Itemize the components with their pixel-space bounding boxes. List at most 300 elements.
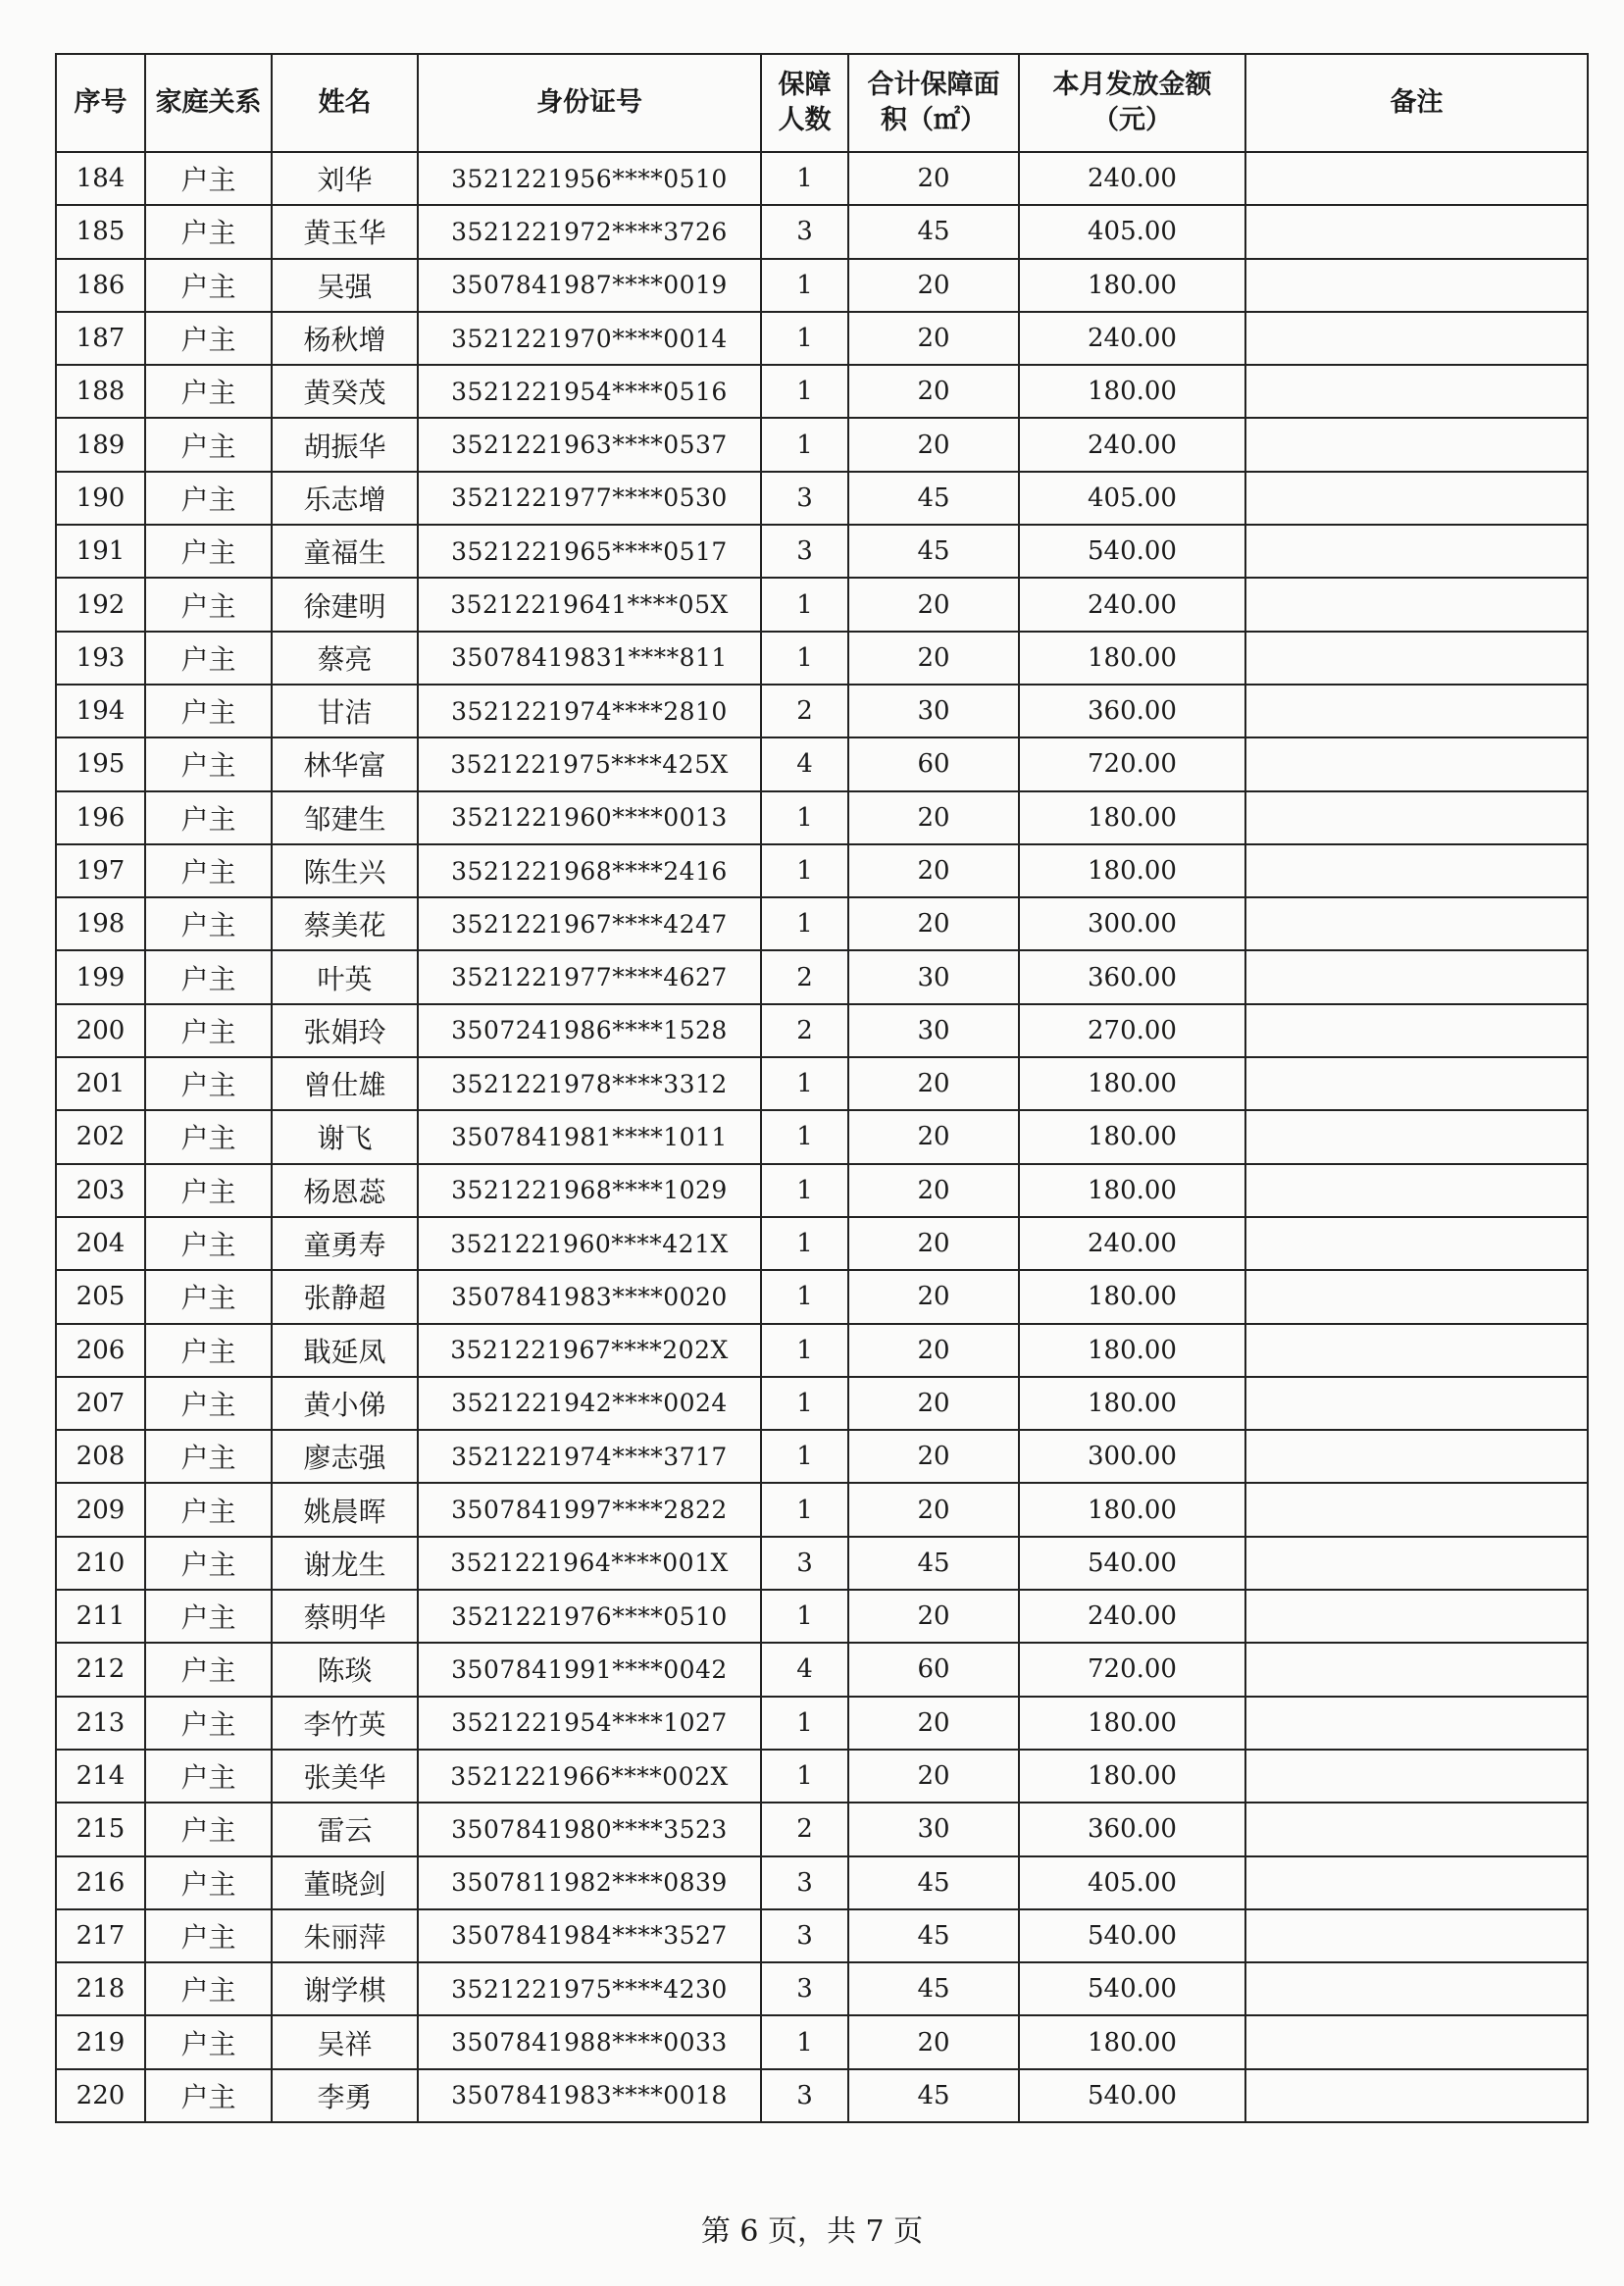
cell-name: 蔡明华 (272, 1590, 418, 1643)
cell-monthly-amount: 240.00 (1019, 1590, 1245, 1643)
cell-serial: 203 (56, 1164, 145, 1217)
cell-name: 杨秋增 (272, 312, 418, 365)
cell-relation: 户主 (145, 1270, 272, 1323)
cell-monthly-amount: 405.00 (1019, 472, 1245, 525)
cell-remarks (1245, 1110, 1588, 1163)
cell-id-number: 35078419831****811 (418, 632, 761, 685)
table-row (56, 844, 1588, 897)
cell-serial: 216 (56, 1856, 145, 1909)
header-serial: 序号 (56, 54, 145, 152)
cell-total-area: 20 (848, 2015, 1019, 2068)
cell-id-number: 3521221942****0024 (418, 1377, 761, 1430)
cell-serial: 208 (56, 1430, 145, 1483)
cell-serial: 188 (56, 365, 145, 418)
cell-serial: 220 (56, 2069, 145, 2122)
cell-monthly-amount: 180.00 (1019, 1697, 1245, 1750)
cell-id-number: 3521221954****0516 (418, 365, 761, 418)
cell-relation: 户主 (145, 897, 272, 950)
cell-monthly-amount: 180.00 (1019, 365, 1245, 418)
cell-monthly-amount: 180.00 (1019, 1057, 1245, 1110)
cell-people-count: 1 (761, 1697, 848, 1750)
cell-id-number: 3521221976****0510 (418, 1590, 761, 1643)
cell-serial: 215 (56, 1803, 145, 1855)
cell-id-number: 3521221966****002X (418, 1750, 761, 1803)
cell-total-area: 20 (848, 1324, 1019, 1377)
cell-total-area: 20 (848, 632, 1019, 685)
cell-name: 胡振华 (272, 418, 418, 471)
cell-monthly-amount: 180.00 (1019, 1483, 1245, 1536)
cell-serial: 204 (56, 1217, 145, 1270)
cell-people-count: 1 (761, 1430, 848, 1483)
cell-serial: 207 (56, 1377, 145, 1430)
cell-remarks (1245, 365, 1588, 418)
cell-remarks (1245, 205, 1588, 258)
cell-remarks (1245, 1164, 1588, 1217)
cell-relation: 户主 (145, 950, 272, 1003)
cell-serial: 187 (56, 312, 145, 365)
cell-name: 邹建生 (272, 791, 418, 844)
cell-name: 黄玉华 (272, 205, 418, 258)
cell-name: 廖志强 (272, 1430, 418, 1483)
cell-id-number: 3507841984****3527 (418, 1909, 761, 1962)
cell-serial: 201 (56, 1057, 145, 1110)
cell-serial: 197 (56, 844, 145, 897)
cell-total-area: 20 (848, 1377, 1019, 1430)
table-row (56, 1962, 1588, 2015)
cell-total-area: 20 (848, 1590, 1019, 1643)
table-row (56, 1270, 1588, 1323)
cell-monthly-amount: 300.00 (1019, 1430, 1245, 1483)
cell-total-area: 20 (848, 1270, 1019, 1323)
table-body (56, 152, 1588, 2122)
cell-remarks (1245, 1324, 1588, 1377)
cell-name: 童福生 (272, 525, 418, 578)
cell-total-area: 30 (848, 685, 1019, 737)
cell-remarks (1245, 1537, 1588, 1590)
cell-monthly-amount: 405.00 (1019, 205, 1245, 258)
cell-monthly-amount: 300.00 (1019, 897, 1245, 950)
cell-name: 童勇寿 (272, 1217, 418, 1270)
cell-name: 李勇 (272, 2069, 418, 2122)
cell-people-count: 1 (761, 259, 848, 312)
cell-total-area: 20 (848, 1430, 1019, 1483)
cell-name: 杨恩蕊 (272, 1164, 418, 1217)
cell-remarks (1245, 1217, 1588, 1270)
cell-total-area: 20 (848, 791, 1019, 844)
cell-remarks (1245, 525, 1588, 578)
cell-name: 雷云 (272, 1803, 418, 1855)
table-row (56, 312, 1588, 365)
cell-name: 林华富 (272, 737, 418, 790)
cell-id-number: 3521221954****1027 (418, 1697, 761, 1750)
cell-total-area: 20 (848, 578, 1019, 631)
cell-id-number: 3521221975****4230 (418, 1962, 761, 2015)
cell-total-area: 45 (848, 472, 1019, 525)
table-row (56, 152, 1588, 205)
cell-people-count: 2 (761, 1803, 848, 1855)
cell-people-count: 1 (761, 1270, 848, 1323)
cell-people-count: 1 (761, 1164, 848, 1217)
cell-monthly-amount: 180.00 (1019, 1324, 1245, 1377)
cell-remarks (1245, 1750, 1588, 1803)
cell-monthly-amount: 270.00 (1019, 1004, 1245, 1057)
cell-relation: 户主 (145, 205, 272, 258)
cell-relation: 户主 (145, 472, 272, 525)
cell-id-number: 3521221967****202X (418, 1324, 761, 1377)
cell-monthly-amount: 360.00 (1019, 950, 1245, 1003)
table-row (56, 1643, 1588, 1696)
table-row (56, 1803, 1588, 1855)
cell-serial: 202 (56, 1110, 145, 1163)
cell-name: 叶英 (272, 950, 418, 1003)
cell-monthly-amount: 180.00 (1019, 2015, 1245, 2068)
cell-people-count: 3 (761, 1962, 848, 2015)
cell-serial: 191 (56, 525, 145, 578)
cell-monthly-amount: 240.00 (1019, 1217, 1245, 1270)
cell-people-count: 1 (761, 578, 848, 631)
cell-relation: 户主 (145, 1483, 272, 1536)
cell-total-area: 30 (848, 1004, 1019, 1057)
cell-monthly-amount: 240.00 (1019, 418, 1245, 471)
cell-relation: 户主 (145, 1962, 272, 2015)
cell-relation: 户主 (145, 259, 272, 312)
cell-total-area: 30 (848, 950, 1019, 1003)
cell-people-count: 3 (761, 2069, 848, 2122)
table-row (56, 2069, 1588, 2122)
cell-name: 张娟玲 (272, 1004, 418, 1057)
cell-serial: 212 (56, 1643, 145, 1696)
cell-relation: 户主 (145, 1856, 272, 1909)
header-name: 姓名 (272, 54, 418, 152)
cell-relation: 户主 (145, 632, 272, 685)
cell-relation: 户主 (145, 1110, 272, 1163)
cell-id-number: 3521221978****3312 (418, 1057, 761, 1110)
cell-name: 刘华 (272, 152, 418, 205)
cell-remarks (1245, 1643, 1588, 1696)
header-monthly-amount: 本月发放金额（元） (1019, 54, 1245, 152)
table-row (56, 685, 1588, 737)
cell-monthly-amount: 540.00 (1019, 1962, 1245, 2015)
table-row (56, 1483, 1588, 1536)
table-row (56, 950, 1588, 1003)
cell-people-count: 1 (761, 1590, 848, 1643)
cell-people-count: 1 (761, 365, 848, 418)
cell-total-area: 20 (848, 259, 1019, 312)
cell-id-number: 3521221963****0537 (418, 418, 761, 471)
cell-monthly-amount: 240.00 (1019, 152, 1245, 205)
cell-name: 吴强 (272, 259, 418, 312)
cell-relation: 户主 (145, 365, 272, 418)
cell-id-number: 3507841981****1011 (418, 1110, 761, 1163)
cell-name: 甘洁 (272, 685, 418, 737)
table-row (56, 1590, 1588, 1643)
header-id-number: 身份证号 (418, 54, 761, 152)
cell-monthly-amount: 180.00 (1019, 1110, 1245, 1163)
cell-total-area: 20 (848, 897, 1019, 950)
cell-name: 徐建明 (272, 578, 418, 631)
table-row (56, 1057, 1588, 1110)
cell-people-count: 1 (761, 897, 848, 950)
cell-id-number: 3521221970****0014 (418, 312, 761, 365)
cell-remarks (1245, 2015, 1588, 2068)
cell-id-number: 3507841991****0042 (418, 1643, 761, 1696)
cell-id-number: 3521221965****0517 (418, 525, 761, 578)
cell-id-number: 3521221977****0530 (418, 472, 761, 525)
table-row (56, 472, 1588, 525)
cell-relation: 户主 (145, 1643, 272, 1696)
cell-relation: 户主 (145, 1057, 272, 1110)
cell-serial: 190 (56, 472, 145, 525)
cell-name: 董晓剑 (272, 1856, 418, 1909)
subsidy-table (55, 53, 1589, 2123)
cell-people-count: 1 (761, 152, 848, 205)
cell-total-area: 60 (848, 737, 1019, 790)
cell-monthly-amount: 360.00 (1019, 685, 1245, 737)
cell-relation: 户主 (145, 578, 272, 631)
cell-relation: 户主 (145, 1377, 272, 1430)
cell-monthly-amount: 240.00 (1019, 312, 1245, 365)
cell-serial: 211 (56, 1590, 145, 1643)
cell-monthly-amount: 540.00 (1019, 2069, 1245, 2122)
cell-remarks (1245, 1377, 1588, 1430)
cell-people-count: 1 (761, 1324, 848, 1377)
cell-people-count: 1 (761, 2015, 848, 2068)
cell-relation: 户主 (145, 1803, 272, 1855)
cell-monthly-amount: 540.00 (1019, 525, 1245, 578)
cell-remarks (1245, 578, 1588, 631)
cell-total-area: 20 (848, 1750, 1019, 1803)
table-row (56, 365, 1588, 418)
cell-serial: 205 (56, 1270, 145, 1323)
cell-id-number: 35212219641****05X (418, 578, 761, 631)
cell-relation: 户主 (145, 1697, 272, 1750)
table-row (56, 578, 1588, 631)
header-relation: 家庭关系 (145, 54, 272, 152)
cell-name: 蔡美花 (272, 897, 418, 950)
table-row (56, 1430, 1588, 1483)
cell-people-count: 1 (761, 1110, 848, 1163)
cell-id-number: 3521221967****4247 (418, 897, 761, 950)
cell-name: 黄小俤 (272, 1377, 418, 1430)
cell-people-count: 3 (761, 525, 848, 578)
table-row (56, 259, 1588, 312)
cell-monthly-amount: 180.00 (1019, 844, 1245, 897)
cell-remarks (1245, 737, 1588, 790)
cell-total-area: 20 (848, 312, 1019, 365)
cell-monthly-amount: 180.00 (1019, 632, 1245, 685)
cell-name: 乐志增 (272, 472, 418, 525)
cell-name: 陈琰 (272, 1643, 418, 1696)
cell-serial: 214 (56, 1750, 145, 1803)
table-row (56, 1110, 1588, 1163)
cell-total-area: 45 (848, 2069, 1019, 2122)
cell-serial: 219 (56, 2015, 145, 2068)
cell-total-area: 20 (848, 418, 1019, 471)
cell-people-count: 3 (761, 205, 848, 258)
cell-serial: 184 (56, 152, 145, 205)
cell-serial: 209 (56, 1483, 145, 1536)
cell-id-number: 3521221960****421X (418, 1217, 761, 1270)
header-remarks: 备注 (1245, 54, 1588, 152)
cell-serial: 196 (56, 791, 145, 844)
cell-people-count: 1 (761, 1483, 848, 1536)
cell-remarks (1245, 1909, 1588, 1962)
cell-remarks (1245, 1270, 1588, 1323)
cell-relation: 户主 (145, 1004, 272, 1057)
table-row (56, 1004, 1588, 1057)
cell-relation: 户主 (145, 1164, 272, 1217)
cell-people-count: 1 (761, 844, 848, 897)
table-row (56, 1750, 1588, 1803)
cell-remarks (1245, 791, 1588, 844)
table-header-row (56, 54, 1588, 152)
cell-people-count: 1 (761, 312, 848, 365)
table-row (56, 1377, 1588, 1430)
cell-monthly-amount: 540.00 (1019, 1537, 1245, 1590)
table-row (56, 632, 1588, 685)
cell-serial: 210 (56, 1537, 145, 1590)
cell-people-count: 3 (761, 1909, 848, 1962)
cell-id-number: 3507241986****1528 (418, 1004, 761, 1057)
cell-total-area: 20 (848, 365, 1019, 418)
cell-total-area: 20 (848, 1164, 1019, 1217)
cell-serial: 206 (56, 1324, 145, 1377)
cell-total-area: 60 (848, 1643, 1019, 1696)
cell-monthly-amount: 720.00 (1019, 1643, 1245, 1696)
cell-people-count: 3 (761, 472, 848, 525)
cell-remarks (1245, 632, 1588, 685)
cell-people-count: 4 (761, 1643, 848, 1696)
cell-id-number: 3521221960****0013 (418, 791, 761, 844)
cell-id-number: 3521221964****001X (418, 1537, 761, 1590)
cell-relation: 户主 (145, 1590, 272, 1643)
cell-monthly-amount: 360.00 (1019, 1803, 1245, 1855)
cell-name: 黄癸茂 (272, 365, 418, 418)
cell-name: 吴祥 (272, 2015, 418, 2068)
table-row (56, 1217, 1588, 1270)
table-row (56, 205, 1588, 258)
cell-total-area: 30 (848, 1803, 1019, 1855)
table-row (56, 1324, 1588, 1377)
cell-name: 谢龙生 (272, 1537, 418, 1590)
header-total-area: 合计保障面积（㎡） (848, 54, 1019, 152)
cell-total-area: 45 (848, 1537, 1019, 1590)
cell-name: 谢飞 (272, 1110, 418, 1163)
table-row (56, 1537, 1588, 1590)
cell-id-number: 3521221974****2810 (418, 685, 761, 737)
cell-remarks (1245, 1483, 1588, 1536)
table-row (56, 791, 1588, 844)
cell-total-area: 20 (848, 1110, 1019, 1163)
cell-people-count: 1 (761, 1057, 848, 1110)
cell-name: 张美华 (272, 1750, 418, 1803)
cell-serial: 189 (56, 418, 145, 471)
cell-people-count: 4 (761, 737, 848, 790)
cell-serial: 218 (56, 1962, 145, 2015)
cell-serial: 193 (56, 632, 145, 685)
cell-id-number: 3521221974****3717 (418, 1430, 761, 1483)
cell-id-number: 3521221977****4627 (418, 950, 761, 1003)
cell-name: 李竹英 (272, 1697, 418, 1750)
cell-remarks (1245, 152, 1588, 205)
cell-total-area: 20 (848, 1697, 1019, 1750)
cell-id-number: 3521221968****1029 (418, 1164, 761, 1217)
cell-total-area: 45 (848, 1909, 1019, 1962)
cell-remarks (1245, 472, 1588, 525)
cell-remarks (1245, 1962, 1588, 2015)
cell-remarks (1245, 1697, 1588, 1750)
cell-id-number: 3521221972****3726 (418, 205, 761, 258)
cell-relation: 户主 (145, 1537, 272, 1590)
cell-monthly-amount: 180.00 (1019, 1164, 1245, 1217)
cell-relation: 户主 (145, 1909, 272, 1962)
cell-remarks (1245, 1057, 1588, 1110)
table-row (56, 418, 1588, 471)
cell-relation: 户主 (145, 152, 272, 205)
cell-relation: 户主 (145, 685, 272, 737)
cell-id-number: 3507841997****2822 (418, 1483, 761, 1536)
cell-remarks (1245, 1856, 1588, 1909)
cell-name: 戢延凤 (272, 1324, 418, 1377)
cell-monthly-amount: 180.00 (1019, 1377, 1245, 1430)
cell-remarks (1245, 950, 1588, 1003)
cell-id-number: 3507811982****0839 (418, 1856, 761, 1909)
cell-total-area: 45 (848, 1962, 1019, 2015)
cell-monthly-amount: 240.00 (1019, 578, 1245, 631)
table-row (56, 1856, 1588, 1909)
table-row (56, 737, 1588, 790)
cell-people-count: 2 (761, 950, 848, 1003)
cell-remarks (1245, 685, 1588, 737)
cell-people-count: 1 (761, 791, 848, 844)
page-number: 第 6 页，共 7 页 (700, 2214, 924, 2249)
cell-monthly-amount: 720.00 (1019, 737, 1245, 790)
cell-serial: 194 (56, 685, 145, 737)
cell-relation: 户主 (145, 791, 272, 844)
cell-people-count: 3 (761, 1856, 848, 1909)
cell-people-count: 1 (761, 1377, 848, 1430)
cell-remarks (1245, 1004, 1588, 1057)
table-row (56, 2015, 1588, 2068)
cell-name: 谢学棋 (272, 1962, 418, 2015)
cell-remarks (1245, 1590, 1588, 1643)
cell-remarks (1245, 844, 1588, 897)
cell-serial: 185 (56, 205, 145, 258)
cell-id-number: 3507841987****0019 (418, 259, 761, 312)
cell-name: 蔡亮 (272, 632, 418, 685)
header-people-count: 保障人数 (761, 54, 848, 152)
cell-relation: 户主 (145, 1750, 272, 1803)
cell-total-area: 20 (848, 844, 1019, 897)
table-row (56, 525, 1588, 578)
cell-remarks (1245, 2069, 1588, 2122)
cell-total-area: 20 (848, 1057, 1019, 1110)
cell-monthly-amount: 180.00 (1019, 259, 1245, 312)
cell-name: 陈生兴 (272, 844, 418, 897)
cell-name: 曾仕雄 (272, 1057, 418, 1110)
cell-serial: 198 (56, 897, 145, 950)
cell-serial: 200 (56, 1004, 145, 1057)
cell-relation: 户主 (145, 844, 272, 897)
cell-remarks (1245, 1430, 1588, 1483)
cell-relation: 户主 (145, 525, 272, 578)
table-row (56, 897, 1588, 950)
cell-name: 张静超 (272, 1270, 418, 1323)
table-row (56, 1909, 1588, 1962)
cell-relation: 户主 (145, 2015, 272, 2068)
cell-total-area: 20 (848, 1217, 1019, 1270)
cell-relation: 户主 (145, 1430, 272, 1483)
